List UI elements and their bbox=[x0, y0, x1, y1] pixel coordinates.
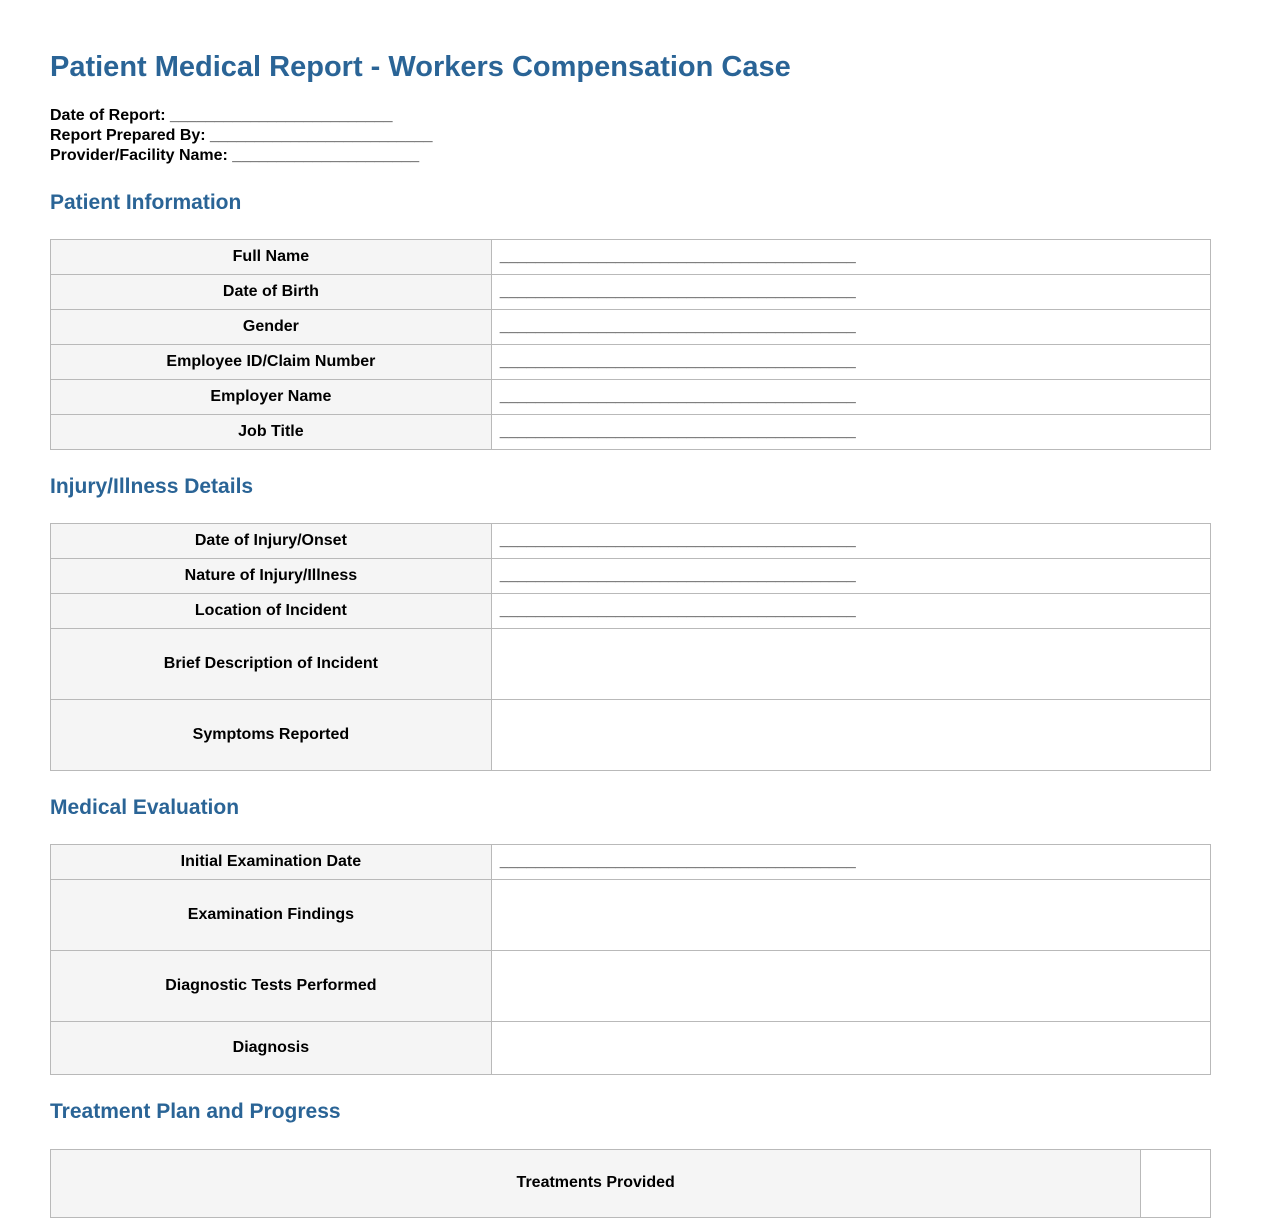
blank-line: ________________________________________ bbox=[499, 567, 856, 585]
table-row-treatments-provided bbox=[51, 1149, 1211, 1217]
table-row-nature-of-injury-illness bbox=[51, 559, 1211, 594]
field-value-cell bbox=[491, 379, 1210, 414]
field-value-cell bbox=[491, 1022, 1210, 1075]
table-row-employee-id-claim-number bbox=[51, 344, 1211, 379]
table-row-full-name bbox=[51, 239, 1211, 274]
table-row-diagnosis bbox=[51, 1022, 1211, 1075]
medical-evaluation-table bbox=[50, 844, 1211, 1075]
blank-line: ________________________________________ bbox=[499, 532, 856, 550]
field-value-cell bbox=[491, 524, 1210, 559]
field-label: Full Name bbox=[51, 239, 492, 274]
table-row-initial-examination-date bbox=[51, 845, 1211, 880]
field-value-cell bbox=[491, 951, 1210, 1022]
blank-line: ________________________________________ bbox=[499, 317, 856, 335]
field-label: Examination Findings bbox=[51, 880, 492, 951]
page-title: Patient Medical Report - Workers Compensation Case bbox=[50, 51, 791, 83]
meta-line-report-prepared-by bbox=[50, 126, 1211, 146]
field-label: Nature of Injury/Illness bbox=[51, 559, 492, 594]
field-value-cell bbox=[491, 274, 1210, 309]
field-label: Employer Name bbox=[51, 379, 492, 414]
meta-line-provider-facility-name bbox=[50, 146, 1211, 166]
blank-line: ________________________________________ bbox=[499, 387, 856, 405]
field-value-cell bbox=[491, 239, 1210, 274]
meta-blank-line: _________________________ bbox=[210, 126, 433, 144]
field-label: Diagnosis bbox=[51, 1022, 492, 1075]
meta-line-date-of-report bbox=[50, 106, 1211, 126]
table-row-examination-findings bbox=[51, 880, 1211, 951]
table-row-date-of-birth bbox=[51, 274, 1211, 309]
field-value-cell bbox=[491, 309, 1210, 344]
injury-illness-details-table bbox=[50, 523, 1211, 771]
field-label: Treatments Provided bbox=[51, 1149, 1141, 1217]
blank-line: ________________________________________ bbox=[499, 602, 856, 620]
field-label: Employee ID/Claim Number bbox=[51, 344, 492, 379]
section-heading-patient-information: Patient Information bbox=[50, 190, 242, 214]
field-label: Gender bbox=[51, 309, 492, 344]
field-value-cell bbox=[491, 344, 1210, 379]
field-label: Job Title bbox=[51, 414, 492, 449]
field-value-cell bbox=[491, 880, 1210, 951]
blank-line: ________________________________________ bbox=[499, 853, 856, 871]
field-value-cell bbox=[491, 845, 1210, 880]
report-meta bbox=[50, 106, 1211, 166]
blank-line: ________________________________________ bbox=[499, 422, 856, 440]
table-row-gender bbox=[51, 309, 1211, 344]
meta-label: Date of Report: bbox=[50, 106, 170, 124]
table-row-employer-name bbox=[51, 379, 1211, 414]
section-heading-treatment-plan-and-progress: Treatment Plan and Progress bbox=[50, 1100, 341, 1124]
table-row-diagnostic-tests-performed bbox=[51, 951, 1211, 1022]
meta-label: Report Prepared By: bbox=[50, 126, 211, 144]
meta-blank-line: _________________________ bbox=[170, 106, 393, 124]
field-label: Brief Description of Incident bbox=[51, 629, 492, 700]
field-label: Symptoms Reported bbox=[51, 700, 492, 771]
blank-line: ________________________________________ bbox=[499, 352, 856, 370]
field-label: Date of Birth bbox=[51, 274, 492, 309]
table-row-date-of-injury-onset bbox=[51, 524, 1211, 559]
meta-blank-line: _____________________ bbox=[232, 146, 420, 164]
section-heading-injury-illness-details: Injury/Illness Details bbox=[50, 474, 254, 498]
field-value-cell bbox=[1141, 1149, 1211, 1217]
table-row-brief-description-of-incident bbox=[51, 629, 1211, 700]
blank-line: ________________________________________ bbox=[499, 282, 856, 300]
treatment-plan-and-progress-table bbox=[50, 1149, 1211, 1218]
field-value-cell bbox=[491, 414, 1210, 449]
field-value-cell bbox=[491, 594, 1210, 629]
patient-information-table bbox=[50, 239, 1211, 450]
section-heading-medical-evaluation: Medical Evaluation bbox=[50, 796, 240, 820]
field-label: Location of Incident bbox=[51, 594, 492, 629]
field-value-cell bbox=[491, 700, 1210, 771]
table-row-symptoms-reported bbox=[51, 700, 1211, 771]
blank-line: ________________________________________ bbox=[499, 247, 856, 265]
meta-label: Provider/Facility Name: bbox=[50, 146, 233, 164]
field-label: Date of Injury/Onset bbox=[51, 524, 492, 559]
table-row-location-of-incident bbox=[51, 594, 1211, 629]
sections bbox=[50, 190, 1211, 1218]
field-value-cell bbox=[491, 629, 1210, 700]
field-label: Initial Examination Date bbox=[51, 845, 492, 880]
table-row-job-title bbox=[51, 414, 1211, 449]
field-label: Diagnostic Tests Performed bbox=[51, 951, 492, 1022]
field-value-cell bbox=[491, 559, 1210, 594]
